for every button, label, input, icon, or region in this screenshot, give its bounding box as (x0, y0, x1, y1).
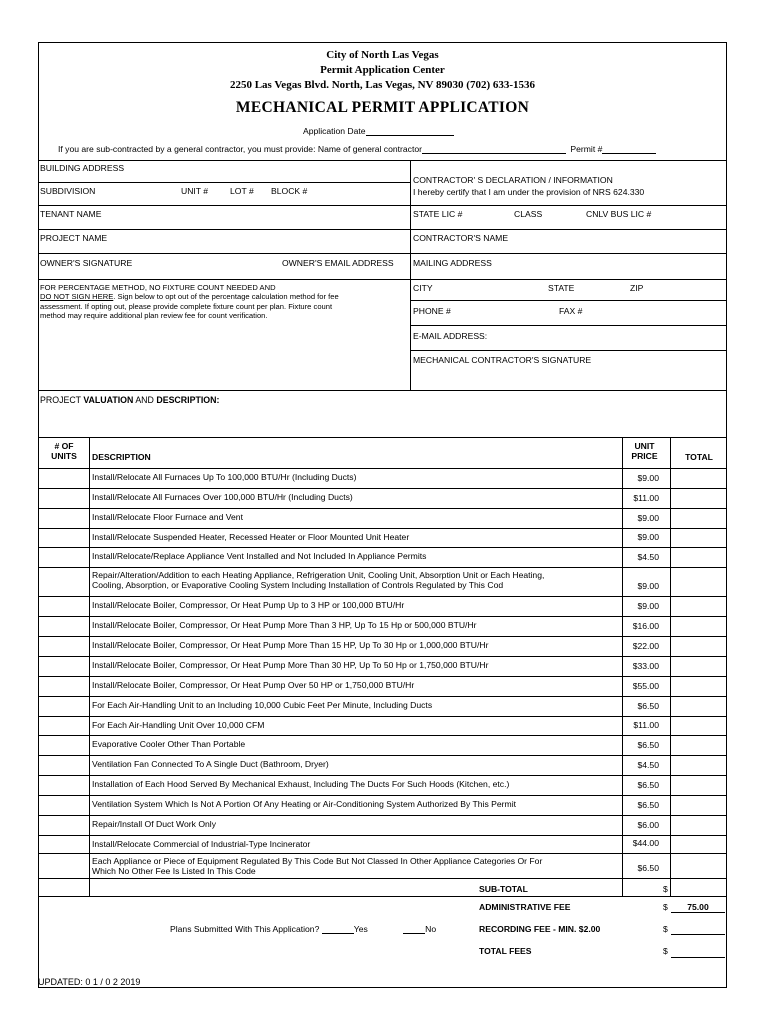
total-field[interactable] (671, 854, 727, 878)
total-fees-label: TOTAL FEES (479, 946, 532, 956)
unit-price: $4.50 (637, 760, 659, 770)
table-row-line (38, 567, 727, 568)
zip-label: ZIP (630, 283, 644, 293)
total-field[interactable] (671, 677, 727, 696)
fee-description: Install/Relocate Suspended Heater, Recessed Heater or Floor Mounted Unit Heater (92, 532, 410, 542)
total-field[interactable] (671, 568, 727, 596)
center-name: Permit Application Center (320, 64, 445, 76)
unit-price: $9.00 (637, 601, 659, 611)
table-row-line (38, 656, 727, 657)
grid-line (410, 325, 727, 326)
fee-description-line: Repair/Alteration/Addition to each Heating Appliance, Refrigeration Unit, Cooling Unit, Absorption Unit or Each Heating, (92, 570, 545, 580)
units-field[interactable] (38, 697, 89, 716)
do-not-sign-here: DO NOT SIGN HERE (40, 292, 114, 302)
percentage-method-note (40, 283, 408, 321)
fee-description: Install/Relocate Boiler, Compressor, Or Heat Pump More Than 3 HP, Up To 15 Hp or 500,000 BTU/Hr (92, 620, 477, 630)
admin-fee-dollar: $ (663, 902, 668, 912)
plans-yes-label: Yes (353, 924, 368, 934)
owner-signature-label: OWNER'S SIGNATURE (40, 258, 133, 268)
table-row-line (38, 616, 727, 617)
fee-description: For Each Air-Handling Unit Over 10,000 CFM (92, 720, 265, 730)
units-field[interactable] (38, 836, 89, 853)
unit-price: $33.00 (632, 661, 659, 671)
fee-description (92, 856, 542, 876)
table-row-line (38, 795, 727, 796)
plans-submitted-line (170, 924, 436, 934)
total-field[interactable] (671, 529, 727, 547)
table-divider (622, 437, 623, 896)
valuation-bold-1: VALUATION (83, 395, 134, 405)
fee-description-line: Which No Other Fee Is Listed In This Code (92, 866, 256, 876)
units-field[interactable] (38, 568, 89, 596)
table-row-line (38, 878, 727, 879)
fee-description: Install/Relocate Boiler, Compressor, Or Heat Pump Up to 3 HP or 100,000 BTU/Hr (92, 600, 405, 610)
grid-line (38, 253, 727, 254)
units-field[interactable] (38, 489, 89, 508)
table-row-line (38, 488, 727, 489)
cnlv-bus-lic-label: CNLV BUS LIC # (586, 209, 652, 219)
unit-price: $55.00 (632, 681, 659, 691)
units-field[interactable] (38, 597, 89, 616)
table-divider (89, 437, 90, 896)
grid-line (38, 390, 727, 391)
units-field[interactable] (38, 637, 89, 656)
total-field[interactable] (671, 836, 727, 853)
units-field[interactable] (38, 617, 89, 636)
fee-description: Install/Relocate Boiler, Compressor, Or Heat Pump More Than 15 HP, Up To 30 Hp or 1,000,000 BTU/Hr (92, 640, 489, 650)
lot-label: LOT # (230, 186, 254, 196)
fee-description: Repair/Install Of Duct Work Only (92, 819, 217, 829)
units-field[interactable] (38, 469, 89, 488)
fee-description-line: Cooling, Absorption, or Evaporative Cooling System Including Installation of Controls Regulated by This Cod (92, 580, 504, 590)
owner-email-label: OWNER'S EMAIL ADDRESS (282, 258, 394, 268)
units-field[interactable] (38, 736, 89, 755)
contractor-declaration-label: CONTRACTOR' S DECLARATION / INFORMATION (413, 175, 613, 185)
table-row-line (38, 835, 727, 836)
unit-price: $22.00 (632, 641, 659, 651)
class-label: CLASS (514, 209, 543, 219)
total-field[interactable] (671, 509, 727, 528)
units-field[interactable] (38, 548, 89, 567)
page-title: MECHANICAL PERMIT APPLICATION (235, 99, 530, 116)
general-contractor-field[interactable] (422, 144, 566, 154)
total-field[interactable] (671, 489, 727, 508)
total-field[interactable] (671, 816, 727, 835)
units-field[interactable] (38, 657, 89, 676)
fee-description (92, 570, 544, 590)
unit-price: $6.50 (637, 701, 659, 711)
grid-line (38, 896, 727, 897)
units-field[interactable] (38, 756, 89, 775)
table-row-line (38, 676, 727, 677)
units-field[interactable] (38, 816, 89, 835)
contractor-name-label: CONTRACTOR'S NAME (413, 233, 509, 243)
subcontract-line (58, 144, 656, 154)
units-field[interactable] (38, 509, 89, 528)
updated-date: UPDATED: 0 1 / 0 2 2019 (38, 977, 141, 987)
units-header-line1: # OF (54, 441, 74, 451)
admin-fee-label: ADMINISTRATIVE FEE (479, 902, 571, 912)
tenant-name-label: TENANT NAME (40, 209, 102, 219)
fax-label: FAX # (559, 306, 583, 316)
unit-price: $6.50 (637, 800, 659, 810)
table-row-line (38, 775, 727, 776)
fee-description: Install/Relocate/Replace Appliance Vent Installed and Not Included In Appliance Permits (92, 551, 427, 561)
units-field[interactable] (38, 854, 89, 878)
total-field[interactable] (671, 597, 727, 616)
grid-line (38, 160, 727, 161)
fee-description: For Each Air-Handling Unit to an Including 10,000 Cubic Feet Per Minute, Including Ducts (92, 700, 433, 710)
unit-price: $11.00 (633, 493, 659, 503)
total-field[interactable] (671, 617, 727, 636)
units-field[interactable] (38, 717, 89, 735)
units-header-line2: UNITS (51, 451, 77, 461)
table-divider (670, 437, 671, 896)
block-label: BLOCK # (271, 186, 308, 196)
building-address-label: BUILDING ADDRESS (40, 163, 125, 173)
project-valuation-label (40, 395, 219, 405)
pct-line-1: . Sign below to opt out of the percentage calculation method for fee (113, 292, 339, 302)
unit-price: $9.00 (637, 473, 659, 483)
fee-description: Install/Relocate Floor Furnace and Vent (92, 512, 243, 522)
permit-label: Permit # (570, 144, 603, 154)
total-field[interactable] (671, 717, 727, 735)
description-header: DESCRIPTION (92, 452, 151, 462)
grid-line (410, 350, 727, 351)
unit-price: $9.00 (637, 513, 659, 523)
subtotal-dollar: $ (663, 884, 668, 894)
subcontract-text: If you are sub-contracted by a general contractor, you must provide: Name of general contractor (58, 144, 422, 154)
subtotal-label: SUB-TOTAL (479, 884, 528, 894)
table-row-line (38, 735, 727, 736)
fee-description: Install/Relocate All Furnaces Over 100,000 BTU/Hr (Including Ducts) (92, 492, 353, 502)
unit-price: $6.00 (637, 820, 659, 830)
table-row-line (38, 468, 727, 469)
grid-line (38, 182, 410, 183)
total-field[interactable] (671, 697, 727, 716)
table-row-line (38, 716, 727, 717)
fee-description: Installation of Each Hood Served By Mechanical Exhaust, Including The Ducts For Such Hoods (Kitchen, etc.) (92, 779, 510, 789)
grid-line (38, 205, 727, 206)
total-field[interactable] (671, 776, 727, 795)
plans-no-label: No (425, 924, 437, 934)
project-name-label: PROJECT NAME (40, 233, 108, 243)
valuation-bold-2: DESCRIPTION: (156, 395, 220, 405)
pct-title: FOR PERCENTAGE METHOD, NO FIXTURE COUNT NEEDED AND (40, 283, 276, 292)
total-field[interactable] (671, 637, 727, 656)
mechanical-signature-label: MECHANICAL CONTRACTOR'S SIGNATURE (413, 355, 592, 365)
valuation-prefix: PROJECT (40, 395, 84, 405)
units-header (38, 441, 90, 461)
total-field[interactable] (671, 756, 727, 775)
subdivision-label: SUBDIVISION (40, 186, 96, 196)
table-row-line (38, 547, 727, 548)
unit-price: $6.50 (637, 740, 659, 750)
total-fees-dollar: $ (663, 946, 668, 956)
recording-fee-field[interactable] (671, 934, 725, 935)
grid-divider (410, 160, 411, 390)
grid-line (410, 300, 727, 301)
state-label: STATE (548, 283, 575, 293)
unit-price: $6.50 (637, 863, 659, 873)
recording-fee-dollar: $ (663, 924, 668, 934)
application-date (303, 126, 454, 136)
email-label: E-MAIL ADDRESS: (413, 331, 488, 341)
fee-description: Install/Relocate Commercial of Industrial-Type Incinerator (92, 839, 311, 849)
valuation-mid: AND (133, 395, 157, 405)
unit-price: $9.00 (637, 532, 659, 542)
center-address: 2250 Las Vegas Blvd. North, Las Vegas, NV 89030 (702) 633-1536 (229, 79, 536, 91)
application-date-label: Application Date (303, 126, 366, 136)
city-name: City of North Las Vegas (326, 49, 439, 61)
unit-price: $11.00 (633, 720, 659, 730)
certify-text: I hereby certify that I am under the provision of NRS 624.330 (413, 187, 645, 197)
mailing-address-label: MAILING ADDRESS (413, 258, 492, 268)
units-field[interactable] (38, 529, 89, 547)
total-fees-field[interactable] (671, 957, 725, 958)
plans-submitted-label: Plans Submitted With This Application? (170, 924, 320, 934)
table-row-line (38, 815, 727, 816)
pct-line-2: assessment. If opting out, please provide complete fixture count per plan. Fixture count (40, 301, 333, 311)
phone-label: PHONE # (413, 306, 451, 316)
unit-price: $9.00 (637, 581, 659, 591)
table-row-line (38, 755, 727, 756)
fee-description: Install/Relocate Boiler, Compressor, Or Heat Pump Over 50 HP or 1,750,000 BTU/Hr (92, 680, 415, 690)
units-field[interactable] (38, 677, 89, 696)
fee-description: Evaporative Cooler Other Than Portable (92, 739, 246, 749)
grid-line (38, 279, 727, 280)
recording-fee-label: RECORDING FEE - MIN. $2.00 (479, 924, 601, 934)
city-label: CITY (413, 283, 433, 293)
table-row-line (38, 853, 727, 854)
fee-description-line: Each Appliance or Piece of Equipment Regulated By This Code But Not Classed In Other Appliance Categories Or For (92, 856, 543, 866)
application-date-field[interactable] (366, 126, 454, 136)
table-row-line (38, 696, 727, 697)
total-field[interactable] (671, 548, 727, 567)
total-field[interactable] (671, 796, 727, 815)
unit-price: $44.00 (632, 838, 659, 848)
plans-yes-field[interactable] (322, 924, 354, 934)
unit-price: $6.50 (637, 780, 659, 790)
unit-price: $4.50 (637, 552, 659, 562)
fee-description: Ventilation System Which Is Not A Portion Of Any Heating or Air-Conditioning System Authorized By This Permit (92, 799, 516, 809)
total-header: TOTAL (685, 452, 713, 462)
unit-price-header-line2: PRICE (631, 451, 658, 461)
fee-description: Install/Relocate Boiler, Compressor, Or Heat Pump More Than 30 HP, Up To 50 Hp or 1,750,000 BTU/Hr (92, 660, 489, 670)
unit-label: UNIT # (181, 186, 209, 196)
pct-line-3: method may require additional plan review fee for count verification. (40, 311, 268, 321)
admin-fee-value: 75.00 (671, 902, 725, 913)
grid-line (38, 437, 727, 438)
unit-price: $16.00 (632, 621, 659, 631)
table-row-line (38, 636, 727, 637)
state-lic-label: STATE LIC # (413, 209, 463, 219)
grid-line (38, 229, 727, 230)
total-field[interactable] (671, 657, 727, 676)
units-field[interactable] (38, 776, 89, 795)
table-row-line (38, 596, 727, 597)
unit-price-header-line1: UNIT (634, 441, 655, 451)
total-field[interactable] (671, 736, 727, 755)
fee-description: Ventilation Fan Connected To A Single Duct (Bathroom, Dryer) (92, 759, 329, 769)
permit-number-field[interactable] (602, 144, 656, 154)
plans-no-field[interactable] (403, 924, 425, 934)
unit-price-header (622, 441, 667, 461)
units-field[interactable] (38, 796, 89, 815)
total-field[interactable] (671, 469, 727, 488)
table-row-line (38, 528, 727, 529)
table-row-line (38, 508, 727, 509)
fee-description: Install/Relocate All Furnaces Up To 100,000 BTU/Hr (Including Ducts) (92, 472, 357, 482)
